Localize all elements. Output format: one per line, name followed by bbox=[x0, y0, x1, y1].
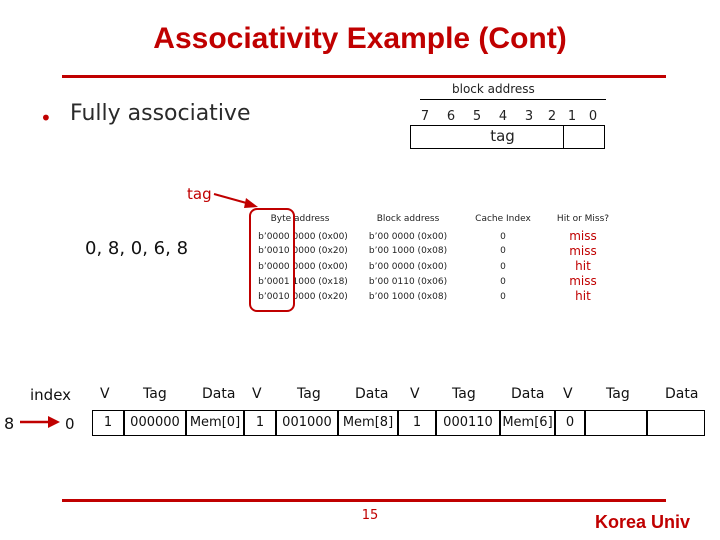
block-address-bracket bbox=[420, 99, 606, 100]
tag-field-label: tag bbox=[490, 127, 515, 145]
address-bit-0: 0 bbox=[588, 109, 598, 124]
way3-v-header: V bbox=[563, 386, 573, 402]
byte-address-cell: b’0000 0000 (0x00) bbox=[258, 262, 348, 272]
address-bit-5: 5 bbox=[472, 109, 482, 124]
footer-divider bbox=[62, 499, 666, 502]
header-byte-address: Byte address bbox=[270, 214, 330, 224]
header-hit-or-miss: Hit or Miss? bbox=[556, 214, 610, 224]
tag-callout-label: tag bbox=[187, 185, 212, 203]
way1-tag-header: Tag bbox=[297, 386, 321, 402]
way0-tag-header: Tag bbox=[143, 386, 167, 402]
way2-data: Mem[6] bbox=[500, 410, 555, 436]
cache-index-cell: 0 bbox=[500, 277, 506, 287]
cache-index-header: index bbox=[30, 386, 72, 404]
way0-v-header: V bbox=[100, 386, 110, 402]
way0-data: Mem[0] bbox=[186, 410, 244, 436]
way2-tag-header: Tag bbox=[452, 386, 476, 402]
block-address-cell: b’00 1000 (0x08) bbox=[368, 292, 448, 302]
way2-valid-bit: 1 bbox=[398, 410, 436, 436]
byte-address-cell: b’0000 0000 (0x00) bbox=[258, 232, 348, 242]
index-value: 0 bbox=[65, 415, 75, 433]
way3-data bbox=[647, 410, 705, 436]
way3-tag-header: Tag bbox=[606, 386, 630, 402]
index-arrow-icon bbox=[18, 414, 62, 430]
access-sequence: 0, 8, 0, 6, 8 bbox=[85, 238, 189, 259]
address-bit-7: 7 bbox=[420, 109, 430, 124]
way2-data-header: Data bbox=[511, 386, 545, 402]
cache-index-cell: 0 bbox=[500, 246, 506, 256]
way1-data-header: Data bbox=[355, 386, 389, 402]
way3-data-header: Data bbox=[665, 386, 699, 402]
cache-index-cell: 0 bbox=[500, 292, 506, 302]
byte-address-cell: b’0010 0000 (0x20) bbox=[258, 246, 348, 256]
address-bit-6: 6 bbox=[446, 109, 456, 124]
address-bit-3: 3 bbox=[524, 109, 534, 124]
address-bit-1: 1 bbox=[567, 109, 577, 124]
hit-miss-cell: hit bbox=[575, 259, 591, 273]
address-bit-2: 2 bbox=[547, 109, 557, 124]
hit-miss-cell: miss bbox=[569, 274, 597, 288]
way2-tag: 000110 bbox=[436, 410, 500, 436]
cache-index-cell: 0 bbox=[500, 232, 506, 242]
hit-miss-cell: miss bbox=[569, 244, 597, 258]
way1-v-header: V bbox=[252, 386, 262, 402]
hit-miss-cell: miss bbox=[569, 229, 597, 243]
header-block-address: Block address bbox=[376, 214, 440, 224]
block-address-cell: b’00 1000 (0x08) bbox=[368, 246, 448, 256]
way3-valid-bit: 0 bbox=[555, 410, 585, 436]
way1-tag: 001000 bbox=[276, 410, 338, 436]
cache-index-cell: 0 bbox=[500, 262, 506, 272]
block-address-cell: b’00 0110 (0x06) bbox=[368, 277, 448, 287]
slide-title: Associativity Example (Cont) bbox=[153, 22, 567, 55]
way3-tag bbox=[585, 410, 647, 436]
bullet-text: Fully associative bbox=[70, 101, 251, 126]
hit-miss-cell: hit bbox=[575, 289, 591, 303]
way2-v-header: V bbox=[410, 386, 420, 402]
university-logo-text: Korea Univ bbox=[595, 512, 691, 532]
way1-data: Mem[8] bbox=[338, 410, 398, 436]
title-divider bbox=[62, 75, 666, 78]
header-cache-index: Cache Index bbox=[475, 214, 531, 224]
tag-bits-highlight bbox=[249, 208, 295, 312]
page-number: 15 bbox=[361, 508, 379, 523]
way0-data-header: Data bbox=[202, 386, 236, 402]
block-address-label: block address bbox=[452, 82, 535, 96]
block-address-cell: b’00 0000 (0x00) bbox=[368, 262, 448, 272]
access-pointer-value: 8 bbox=[4, 414, 15, 433]
way0-tag: 000000 bbox=[124, 410, 186, 436]
way1-valid-bit: 1 bbox=[244, 410, 276, 436]
byte-address-cell: b’0010 0000 (0x20) bbox=[258, 292, 348, 302]
block-address-cell: b’00 0000 (0x00) bbox=[368, 232, 448, 242]
bullet-marker: • bbox=[40, 106, 52, 130]
address-bit-4: 4 bbox=[498, 109, 508, 124]
way0-valid-bit: 1 bbox=[92, 410, 124, 436]
byte-address-cell: b’0001 1000 (0x18) bbox=[258, 277, 348, 287]
